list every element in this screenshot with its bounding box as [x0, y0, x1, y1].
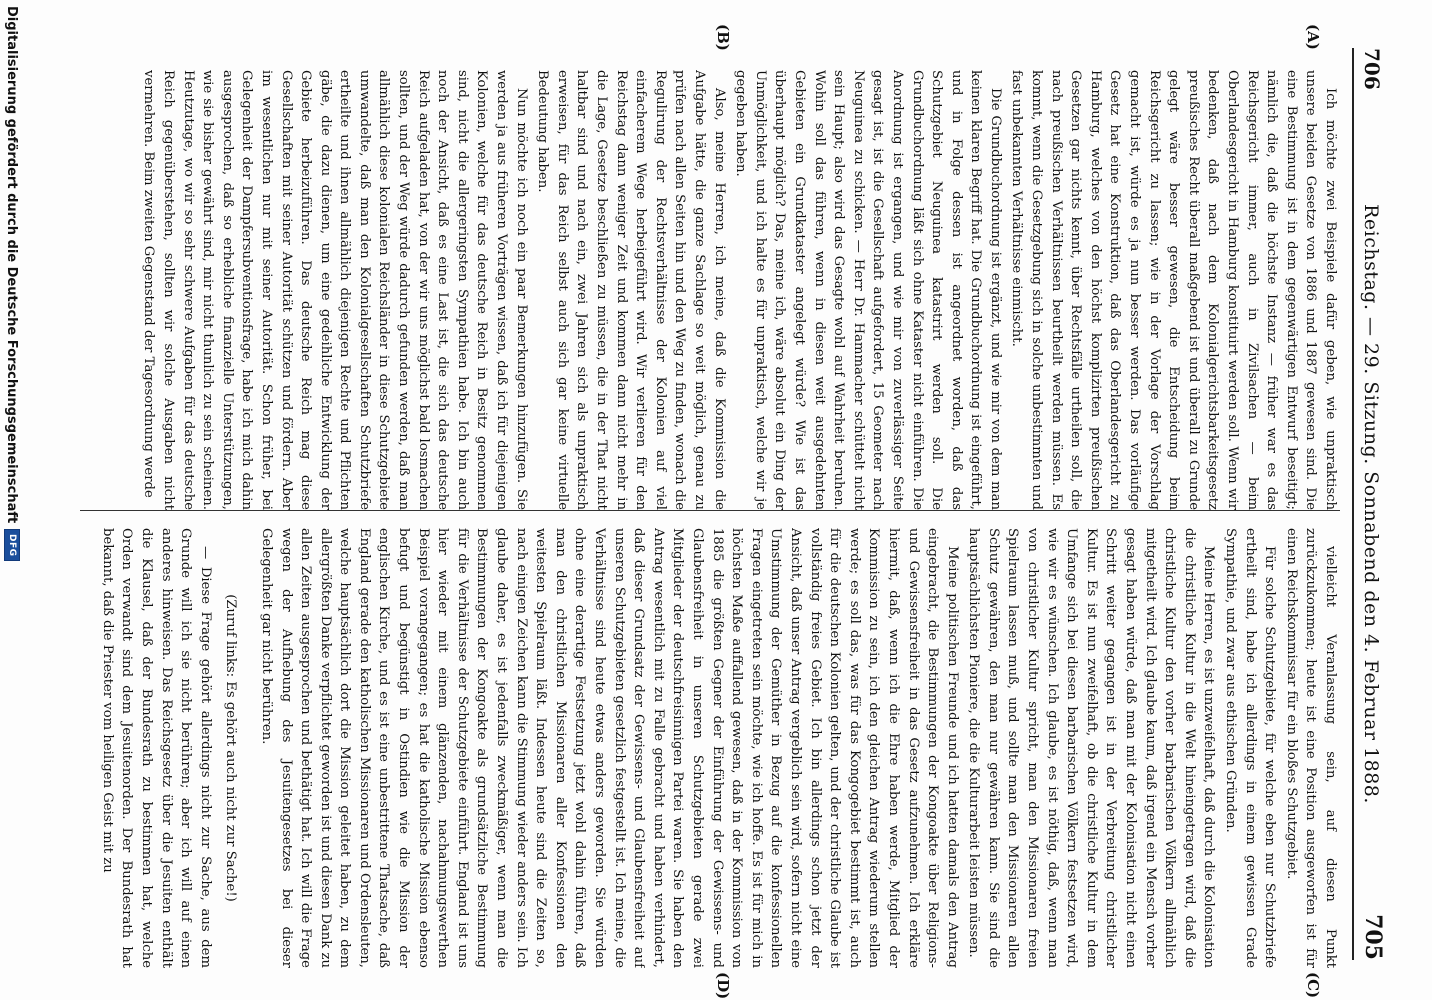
paragraph: Meine Herren, es ist unzweifelhaft, daß durch die Kolonisation die christliche Kultur in die Welt hineingetragen wird, daß die christliche Kultur den vorher barbarischen Völkern allmählich mitgetheilt wird. Ich glaube kaum, daß irgend ein Mensch vorher gesagt haben würde, daß man mit der Kolonisation nicht einen Schritt weiter gegangen ist in der Verbreitung christlicher Kultur. Es ist nun zweifelhaft, ob die christliche Kultur in dem Umfange sich bei diesen barbarischen Völkern festsetzen wird, wie wir es wünschen. Ich glaube, es ist nöthig, daß, wenn man von christlicher Kultur spricht, man den Missionaren freien Spielraum lassen muß, und sollte man den Missionaren allen Schutz gewähren, den man nur gewähren kann. Sie sind die hauptsächlichsten Pioniere, die die Kulturarbeit leisten müssen. [966, 528, 1217, 968]
left-text-column [70, 70, 1340, 510]
paragraph: Die Grundbuchordnung ist ergänzt, und wie mir von dem man keinen klaren Begriff hat. Die Grundbuchordnung ist eingeführt, und in Folge dessen ist angeordnet worden, daß das Schutzgebiet Neuguinea katastrirt werden soll. Die Grundbuchordnung läßt sich ohne Kataster nicht einführen. Die Anordnung ist ergangen, und wie mir von zuverlässiger Seite gesagt ist, ist die Gesellschaft aufgefordert, 15 Geometer nach Neuguinea zu schicken. — Herr Dr. Hammacher schüttelt nicht sein Haupt; also wird das Gesagte wohl auf Wahrheit beruhen. Wohin soll das führen, wenn in diesen weit ausgedehnten Gebieten ein Grundkataster angelegt würde? Wie ist das überhaupt möglich? Das, meine ich, wäre absolut ein Ding der Unmöglichkeit, und ich halte es für unpraktisch, welche wir je gegeben haben. [733, 70, 1003, 510]
dfg-logo: DFG [4, 529, 20, 561]
margin-mark-b: (B) [714, 24, 732, 51]
header-title: Reichstag. — 29. Sitzung. Sonnabend den 4. Februar 1888. [1360, 204, 1382, 804]
paragraph: Also, meine Herren, ich meine, daß die Kommission die Aufgabe hätte, die ganze Sachlage so weit möglich, genau zu prüfen nach allen Seiten hin und den Weg zu finden, wonach die Regulirung der Rechtsverhältnisse der Kolonien auf viel einfacherem Wege herbeigeführt wird. Wir verlieren für den Reichstag dann weniger Zeit und kommen dann nicht mehr in die Lage, Gesetze beschließen zu müssen, die in der That nicht haltbar sind und nach ein, zwei Jahren sich als unpraktisch erweisen, für das Reich selbst auch sich gar keine virtuelle Bedeutung haben. [535, 70, 727, 510]
paragraph: Meine politischen Freunde und ich hatten damals den Antrag eingebracht, die Bestimmungen der Kongoakte über Religions- und Gewissensfreiheit in das Gesetz aufzunehmen. Ich erkläre hiermit, daß, wenn ich die Ehre haben werde, Mitglied der Kommission zu sein, ich den gleichen Antrag wiederum stellen werde; es soll das, was für das Kongogebiet bestimmt ist, auch für die deutschen Kolonien gelten, und der christliche Glaube ist vollständig freies Gebiet. Ich bin allerdings schon jetzt der Ansicht, daß unser Antrag vergeblich sein wird, sofern nicht eine Umstimmung der Gemüther in Bezug auf die konfessionellen Fragen eingetreten sein möchte, wie ich hoffe. Es ist für mich in höchsten Maße auffallend gewesen, daß in der Kommission von 1885 die größten Gegner der Einführung der Gewissens- und Glaubensfreiheit in unseren Schutzgebieten gerade zwei Mitglieder der deutschfreisinnigen Partei waren. Sie haben den Antrag wesentlich mit zu Falle gebracht und haben verhindert, daß dieser Grundsatz der Gewissens- und Glaubensfreiheit auf unseren Schutzgebieten gesetzlich festgestellt ist. Ich meine, die Verhältnisse sind heute etwas anders geworden. Sie würden ohne eine derartige Festsetzung jetzt wohl dahin führen, daß man den christlichen Missionaren aller Konfessionen den weitesten Spielraum läßt. Indessen heute sind die Zeiten so, nach einigen Zeichen kann die Stimmung wieder anders sein. Ich glaube daher, es ist jedenfalls zweckmäßiger, wenn man die Bestimmungen der Kongoakte als grundsätzliche Bestimmung für die Verhältnisse der Schutzgebiete einführt. England ist uns hier wieder mit einem glänzenden, nachahmungswerthen Beispiel vorangegangen; es hat die katholische Mission ebenso befugt und begünstigt in Ostindien wie die Mission der englischen Kirche, und es ist eine unbestrittene Thatsache, daß England gerade den katholischen Missionaren und Ordensleuten, welche hauptsächlich dort die Mission geleitet haben, zu dem allergrößten Danke verpflichtet geworden ist und diesen Dank zu allen Zeiten ausgesprochen und bethätigt hat. Ich will die Frage wegen der Aufhebung des Jesuitengesetzes bei dieser Gelegenheit gar nicht berühren. [258, 528, 960, 968]
page-header [1352, 48, 1390, 960]
column-divider [80, 510, 1340, 511]
interjection: (Zuruf links: Es gehört auch nicht zur Sache!) [223, 594, 239, 902]
margin-mark-c: (C) [1304, 972, 1322, 999]
paragraph: vielleicht Veranlassung sein, auf diesen Punkt zurückzukommen; heute ist eine Position ausgeworfen ist für einen Reichskommissar für ein bloßes Schutzgebiet. [1283, 528, 1338, 968]
paragraph: Für solche Schutzgebiete, für welche eben nur Schutzbriefe ertheilt sind, habe ich allerdings in einem gewissen Grade Sympathie, und zwar aus ethischen Gründen. [1223, 528, 1278, 968]
page-number: 705 [1360, 914, 1386, 960]
digitization-credit [0, 0, 24, 1000]
margin-mark-a: (A) [1304, 24, 1322, 50]
header-left-number: 706 [1360, 48, 1384, 90]
paragraph: Ich möchte zwei Beispiele dafür geben, wie unpraktisch unsere beiden Gesetze von 1886 und 1887 gewesen sind. Die eine Bestimmung ist in dem gegenwärtigen Entwurf beseitigt; nämlich die, daß die höchste Instanz — früher war es das Reichsgericht immer, auch in Zivilsachen — beim Oberlandesgericht in Hamburg konstituirt werden soll. Wenn wir bedenken, daß nach dem Kolonialgerichtsbarkeitsgesetz preußisches Recht überall maßgebend ist und überall zu Grunde gelegt wäre besser gewesen, die Entscheidung beim Reichsgericht zu lassen; wie in der Vorlage der Vorschlag gemacht ist, würde es ja nun besser werden. Das vorläufige Gesetz hat eine Konstruktion, daß das Oberlandesgericht zu Hamburg, welches von den höchst komplizirten preußischen Gesetzen gar nichts kennt, über Rechtsfälle urtheilen soll, die nach preußischen Verhältnissen beurtheilt werden müssen. Es kommt, wenn die Gesetzgebung sich in solche unbestimmten und fast unbekannten Verhältnisse einmischt. [1009, 70, 1338, 510]
paragraph: — Diese Frage gehört allerdings nicht zur Sache, aus dem Grunde will ich sie nicht berühren; aber ich will auf einen anderes hinweisen. Das Reichsgesetz über die Jesuiten enthält die Klausel, daß der Bundesrath zu bestimmen hat, welche Orden verwandt sind dem Jesuitenorden. Der Bundesrath hat bekannt, daß die Priester vom heiligen Geist mit zu [99, 528, 213, 968]
margin-mark-d: (D) [714, 972, 732, 1000]
credit-text: Digitalisierung gefördert durch die Deutsche Forschungsgemeinschaft [4, 6, 20, 524]
paragraph: Nun möchte ich noch ein paar Bemerkungen hinzufügen. Sie werden ja aus früheren Vorträgen wissen, daß ich für diejenigen Kolonien, welche für das deutsche Reich in Besitz genommen sind, nicht die allergeringsten Sympathien habe. Ich bin auch noch der Ansicht, daß es eine Last ist, die sich das deutsche Reich aufgeladen hat, von der wir uns möglichst bald losmachen sollten, und der Weg würde dadurch gefunden werden, daß man allmählich diese kolonialen Reichsländer in diese Schutzgebiete umwandelte, daß man den Kolonialgesellschaften Schutzbriefe ertheilte und ihnen allmählich diejenigen Rechte und Pflichten gäbe, die dazu dienen, um eine gedeihliche Entwicklung der Gebiete herbeizuführen. Das deutsche Reich mag diese Gesellschaften mit seiner Autorität schützen und fördern. Aber im wesentlichen nur mit seiner Autorität. Schon früher, bei Gelegenheit der Dampfersubventionsfrage, habe ich mich dahin ausgesprochen, daß so erhebliche finanzielle Unterstützungen, wie sie bisher gewährt sind, mir nicht thunlich zu sein scheinen. Heutzutage, wo wir so sehr schwere Aufgaben für das deutsche Reich gegenüberstehen, sollten wir solche Ausgaben nicht vermehren. Beim zweiten Gegenstand der Tagesordnung werde [141, 70, 529, 510]
right-text-column [70, 528, 1340, 968]
